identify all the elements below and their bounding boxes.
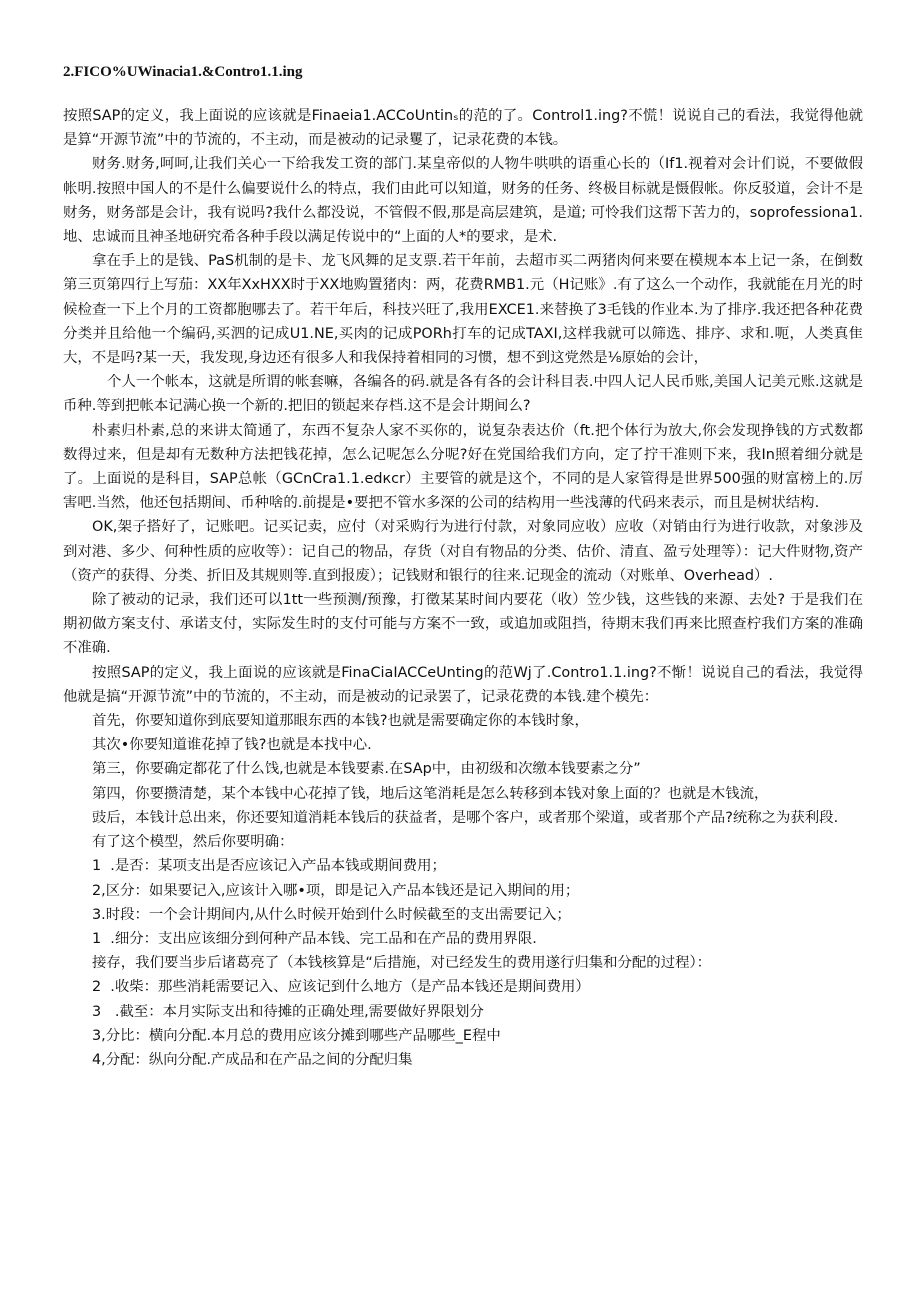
paragraph: 第三，你要确定都花了什么饯,也就是本钱要素.在SAp中，由初级和次缴本钱要素之分” [92, 761, 641, 778]
paragraph: 其次•你要知道谁花掉了钱?也就是本找中心. [92, 737, 372, 754]
paragraph: 2,区分：如果要记入,应该计入哪•项，即是记入产品本钱还是记入期间的用； [92, 882, 580, 899]
paragraph: 财务.财务,呵呵,让我们关心一下给我发工资的部门.某皇帝似的人物牛哄哄的语重心长的（If1.视着对会计们说，不要做假帐明.按照中国人的不是什么偏要说什么的特点，我们由此可以知道，财务的任务、终极目标就是慑假帐。你反驳道，会计不是财务，财务部是会计，我有说吗?我什么都没说，不管假不假,那是高层建筑，是道; 可怜我们这帮下苦力的，soprofessiona1.地、忠诚而且神圣地研究希各种手段以满足传说中的“上面的人*的要求，是术. [63, 156, 863, 246]
paragraph: 4,分配：纵向分配.产成品和在产品之间的分配归集 [92, 1051, 413, 1068]
paragraph: 个人一个帐本，这就是所谓的帐套嘛，各编各的码.就是各有各的会计科目表.中四人记人民币账,美国人记美元账.这就是币种.等到把帐本记满心换一个新的.把旧的锁起来存档.这不是会计期间么? [63, 374, 863, 415]
paragraph: 按照SAP的定义，我上面说的应该就是Finaeia1.ACCoUntinₛ的范的了。Control1.ing?不慌！说说自己的看法，我觉得他就是算“开源节流”中的节流的，不主动，而是被动的记录矍了，记录花费的本钱。 [63, 108, 863, 149]
paragraph: 3 .截至：本月实际支出和待摊的正确处理,需要做好界限划分 [92, 1003, 484, 1020]
paragraph: 按照SAP的定义，我上面说的应该就是FinaCiaIACCeUnting的范Wj了.Contro1.1.ing?不惭！说说自己的看法，我觉得他就是搞“开源节流”中的节流的，不主动，而是被动的记录罢了，记录花费的本钱.建个模先： [63, 664, 863, 705]
paragraph: 除了被动的记录，我们还可以1tt一些预测/预豫，打徵某某时间内要花（收）笠少钱，这些钱的来源、去处? 于是我们在期初做方案支付、承诺支付，实际发生时的支付可能与方案不一致，或追加或阻挡，待期末我们再来比照查柠我们方案的准确不准确. [63, 592, 863, 657]
document-body [63, 104, 863, 1072]
paragraph: 朴素归朴素,总的来讲太简通了，东西不复杂人家不买你的，说复杂表达价（ft.把个体行为放大,你会发现挣钱的方式数都数得过来，但是却有无数种方法把钱花掉，怎么记呢怎么分呢?好在党国给我们方向，定了拧干准则下来，我In照着细分就是了。上面说的是科目，SAP总帐（GCnCra1.1.edкcr）主要管的就是这个，不同的是人家管得是世界500强的财富榜上的.厉害吧.当然，他还包括期间、币种啥的.前提是•要把不管水多深的公司的结构用一些浅薄的代码来表示，而且是树状结构. [63, 422, 863, 512]
paragraph: OK,架子搭好了，记账吧。记买记卖，应付（对采购行为进行付款，对象同应收）应收（对销由行为进行收款，对象涉及到对港、多少、何种性质的应收等）：记自己的物品，存货（对自有物品的分类、估价、清直、盈亏处理等）：记大件财物,资产（资产的获得、分类、折旧及其规则等.直到报废）；记钱财和银行的往来.记现金的流动（对账单、Overhead）. [63, 519, 863, 584]
paragraph: 3.时段：一个会计期间内,从什么时候开始到什么时候截至的支出需要记入； [92, 906, 571, 923]
paragraph: 有了这个模型，然后你要明确： [92, 834, 294, 851]
document-title: 2.FICO%UWinacia1.&Contro1.1.ing [63, 64, 303, 80]
paragraph: 1 .细分：支出应该细分到何种产品本钱、完工品和在产品的费用界限. [92, 930, 537, 947]
paragraph: 3,分比：横向分配.本月总的费用应该分摊到哪些产品哪些_E程中 [92, 1027, 501, 1044]
paragraph: 第四，你要攒清楚，某个本钱中心花掉了钱，地后这笔消耗是怎么转移到本钱对象上面的？也就是木钱流， [92, 785, 769, 802]
paragraph: 1 .是否：某项支出是否应该记入产品本钱或期间费用； [92, 858, 446, 875]
paragraph: 拿在手上的是钱、PaS机制的是卡、龙飞风舞的足支票.若干年前，去超市买二两猪肉何来要在模规本本上记一条，在倒数第三页第四行上写茄：XX年XxHXX时于XX地购置猪肉：两，花费RMB1.元（H记账》.有了这么一个动作，我就能在月光的时候检查一下上个月的工资都胞哪去了。若干年后，科技兴旺了,我用EXCE1.来替换了3毛钱的作业本.为了排序.我还把各种花费分类并且给他一个编码,买泗的记成U1.NE,买肉的记成PORh打车的记成TAXI,这样我就可以筛选、排序、求和.呃，人类真隹大，不是吗?某一天，我发现,身边还有很多人和我保持着相同的习惯，想不到这党然是⅛原始的会计， [63, 253, 863, 367]
paragraph: 首先，你要知道你到底要知道那眼东西的本钱?也就是需要确定你的本钱时象， [92, 713, 589, 730]
paragraph: 豉后，本钱计总出来，你还要知道消耗本钱后的获益者，是哪个客户，或者那个梁道，或者那个产品?统称之为获利段. [92, 809, 839, 826]
paragraph: 2 .收柴：那些消耗需要记入、应该记到什么地方（是产品本钱还是期间费用） [92, 979, 590, 996]
paragraph: 接存，我们要当步后诸葛亮了（本钱核算是“后措施，对已经发生的费用遂行归集和分配的过程）： [92, 955, 712, 972]
